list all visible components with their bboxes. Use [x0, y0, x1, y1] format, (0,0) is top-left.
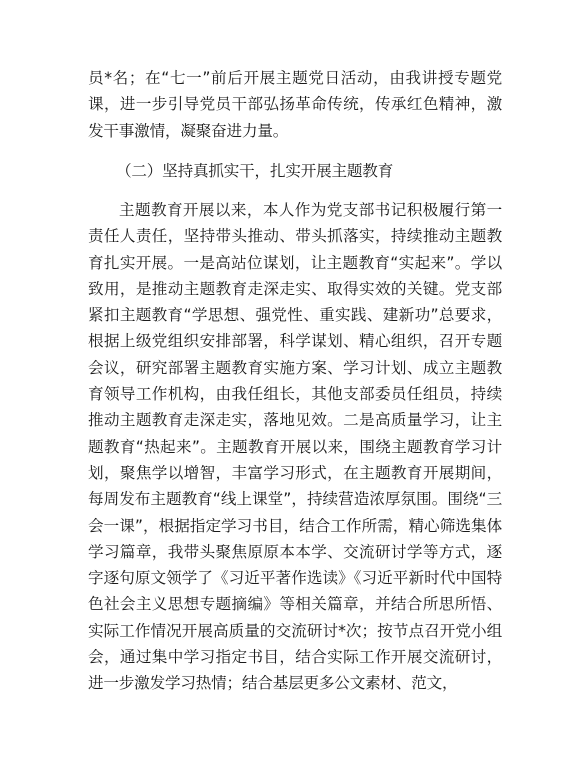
paragraph-main-body: 主题教育开展以来，本人作为党支部书记积极履行第一责任人责任，坚持带头推动、带头抓落实，持续推动主题教育扎实开展。一是高站位谋划，让主题教育“实起来”。学以致用，是推动主题教育走深走实、取得实效的关键。党支部紧扣主题教育“学思想、强党性、重实践、建新功”总要求，根据上级党组织安排部署，科学谋划、精心组织，召开专题会议，研究部署主题教育实施方案、学习计划、成立主题教育领导工作机构，由我任组长，其他支部委员任组员，持续推动主题教育走深走实，落地见效。二是高质量学习，让主题教育“热起来”。主题教育开展以来，围绕主题教育学习计划，聚焦学以增智，丰富学习形式，在主题教育开展期间，每周发布主题教育“线上课堂”，持续营造浓厚氛围。围绕“三会一课”，根据指定学习书目，结合工作所需，精心筛选集体学习篇章，我带头聚焦原原本本学、交流研讨学等方式，逐字逐句原文领学了《习近平著作选读》《习近平新时代中国特色社会主义思想专题摘编》等相关篇章，并结合所思所悟、实际工作情况开展高质量的交流研讨*次；按节点召开党小组会，通过集中学习指定书目，结合实际工作开展交流研讨，进一步激发学习热情；结合基层更多公文素材、范文， — [88, 201, 502, 693]
section-heading: （二）坚持真抓实干，扎实开展主题教育 — [116, 162, 394, 180]
paragraph-intro-continuation: 员*名；在“七一”前后开展主题党日活动，由我讲授专题党课，进一步引导党员干部弘扬革命传统，传承红色精神，激发干事激情，凝聚奋进力量。 — [88, 69, 502, 140]
